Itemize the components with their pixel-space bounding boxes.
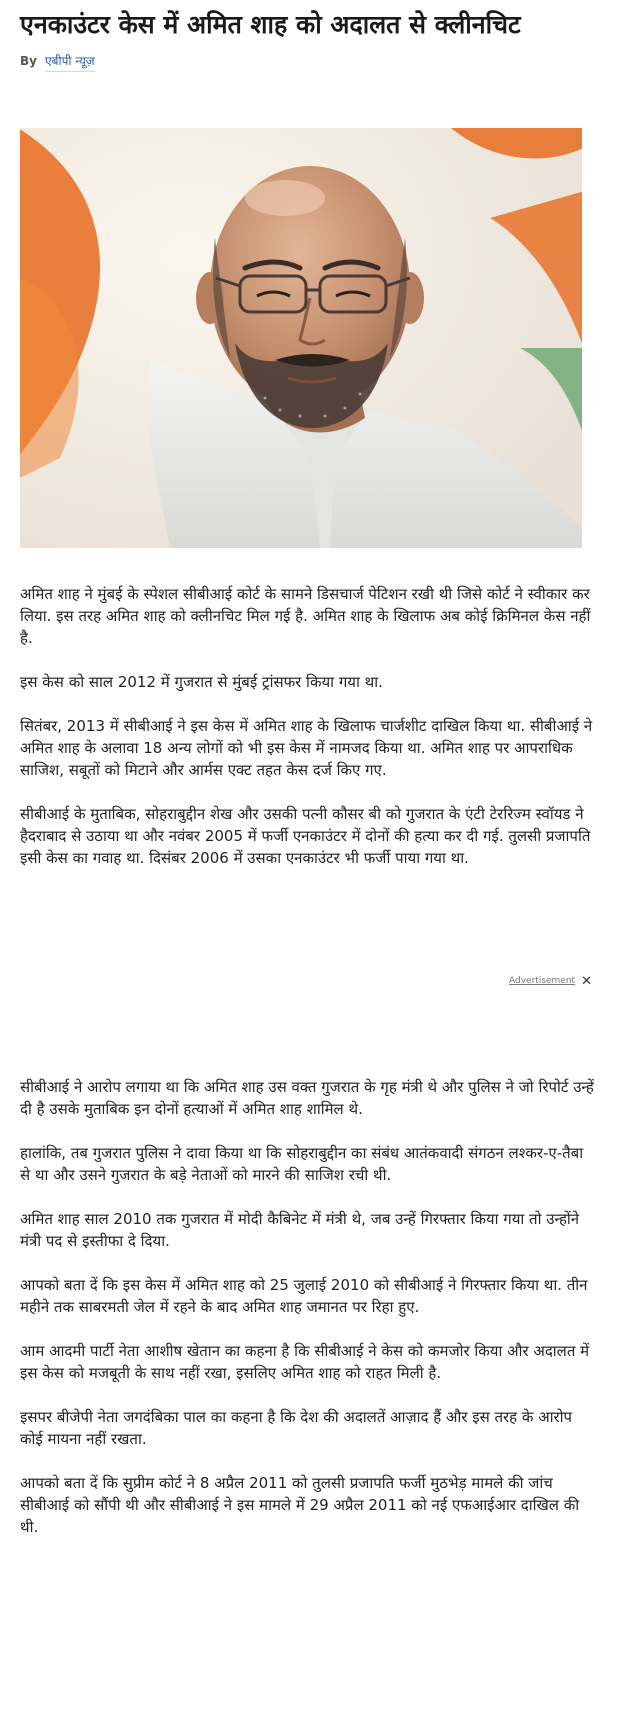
paragraph: सीबीआई के मुताबिक, सोहराबुद्दीन शेख और उसकी पत्नी कौसर बी को गुजरात के एंटी टेररिज्म स्वॉयड ने हैदराबाद से उठाया था और नवंबर 2005 में फर्जी एनकाउंटर में दोनों की हत्या कर दी गई. तुलसी प्रजापति इसी केस का गवाह था. दिसंबर 2006 में उसका एनकाउंटर भी फर्जी पाया गया था. [20,805,591,867]
byline [20,53,595,72]
paragraph: आम आदमी पार्टी नेता आशीष खेतान का कहना है कि सीबीआई ने केस को कमजोर किया और अदालत में इस केस को मजबूती के साथ नहीं रखा, इसलिए अमित शाह को राहत मिली है. [20,1342,590,1382]
paragraph: सीबीआई ने आरोप लगाया था कि अमित शाह उस वक्त गुजरात के गृह मंत्री थे और पुलिस ने जो रिपोर्ट उन्हें दी है उसके मुताबिक इन दोनों हत्याओं में अमित शाह शामिल थे. [20,1078,594,1118]
article-body-top [20,583,594,869]
article-header [20,8,595,72]
byline-prefix: By [20,54,37,68]
paragraph: हालांकि, तब गुजरात पुलिस ने दावा किया था कि सोहराबुद्दीन का संबंध आतंकवादी संगठन लश्कर-ए-तैबा से था और उसने गुजरात के बड़े नेताओं को मारने की साजिश रची थी. [20,1144,584,1184]
hero-photo [20,128,582,548]
advertisement-label[interactable]: Advertisement [509,976,576,986]
paragraph: इस केस को साल 2012 में गुजरात से मुंबई ट्रांसफर किया गया था. [20,673,383,691]
close-ad-icon[interactable]: ✕ [581,973,592,989]
paragraph: आपको बता दें कि सुप्रीम कोर्ट ने 8 अप्रैल 2011 को तुलसी प्रजापति फर्जी मुठभेड़ मामले की जांच सीबीआई को सौंपी थी और सीबीआई ने इस मामले में 29 अप्रैल 2011 को नई एफआईआर दाखिल की थी. [20,1474,580,1536]
article-body-bottom [20,1076,594,1538]
paragraph: अमित शाह साल 2010 तक गुजरात में मोदी कैबिनेट में मंत्री थे, जब उन्हें गिरफ्तार किया गया तो उन्होंने मंत्री पद से इस्तीफा दे दिया. [20,1210,580,1250]
author-link[interactable]: एबीपी न्यूज़ [45,53,95,72]
paragraph: सितंबर, 2013 में सीबीआई ने इस केस में अमित शाह के खिलाफ चार्जशीट दाखिल किया था. सीबीआई ने अमित शाह के अलावा 18 अन्य लोगों को भी इस केस में नामजद किया था. अमित शाह पर आपराधिक साजिश, सबूतों को मिटाने और आर्मस एक्ट तहत केस दर्ज किए गए. [20,717,593,779]
paragraph: इसपर बीजेपी नेता जगदंबिका पाल का कहना है कि देश की अदालतें आज़ाद हैं और इस तरह के आरोप कोई मायना नहीं रखता. [20,1408,573,1448]
paragraph: आपको बता दें कि इस केस में अमित शाह को 25 जुलाई 2010 को सीबीआई ने गिरफ्तार किया था. तीन महीने तक साबरमती जेल में रहने के बाद अमित शाह जमानत पर रिहा हुए. [20,1276,588,1316]
headline: एनकाउंटर केस में अमित शाह को अदालत से क्लीनचिट [20,10,521,39]
paragraph: अमित शाह ने मुंबई के स्पेशल सीबीआई कोर्ट के सामने डिसचार्ज पेटिशन रखी थी जिसे कोर्ट ने स्वीकार कर लिया. इस तरह अमित शाह को क्लीनचिट मिल गई है. अमित शाह के खिलाफ अब कोई क्रिमिनल केस नहीं है. [20,585,591,647]
advertisement-bar [20,973,592,989]
hero-photo-illustration [20,128,582,548]
advertisement-slot [20,991,592,1061]
